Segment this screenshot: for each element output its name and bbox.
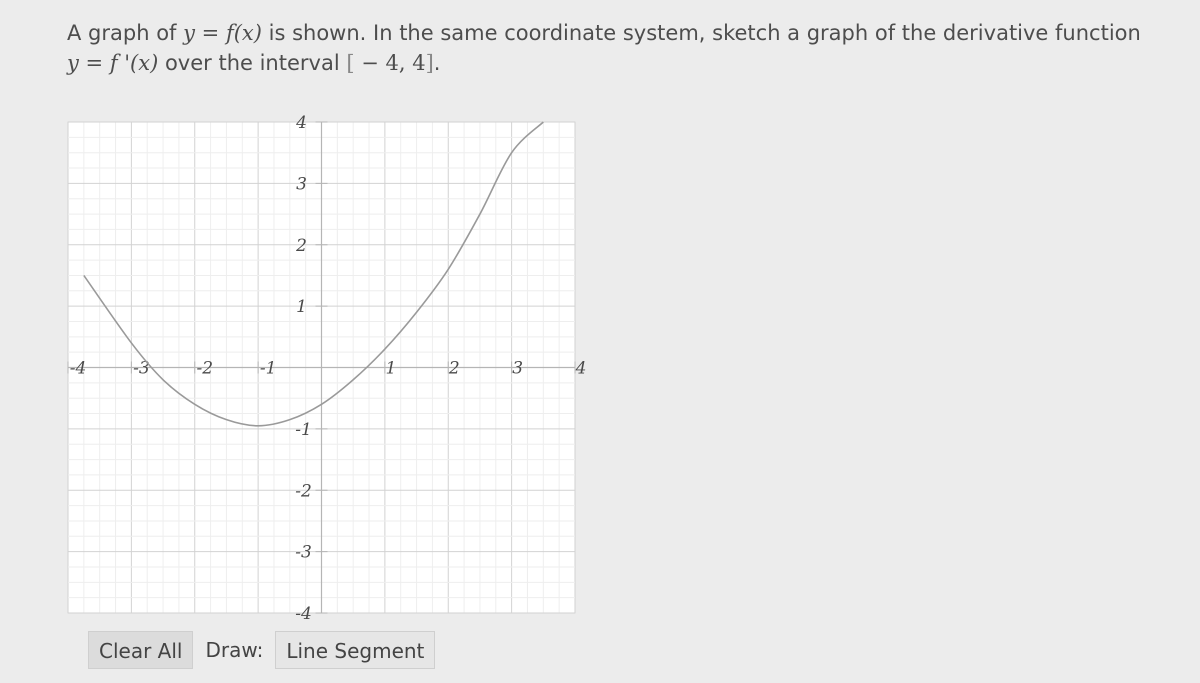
math-fprime-x: f '(x) [109,51,159,75]
interval-left-bracket: [ [346,51,355,75]
x-tick-label: -3 [133,358,150,379]
x-tick-label: 2 [448,358,460,379]
prompt-text: over the interval [158,51,347,75]
prompt-text: is shown. In the same coordinate system, sketch a graph of the derivative function [261,21,1141,45]
x-tick-label: -4 [69,358,87,379]
x-tick-label: -2 [196,358,214,379]
draw-label: Draw: [205,638,264,662]
y-tick-label: -3 [295,542,312,563]
y-tick-label: -1 [295,419,312,440]
math-equals: = [194,21,226,45]
y-tick-label: 4 [296,113,307,133]
interval-right-bracket: ] [425,51,434,75]
interval-values: − 4, 4 [354,51,426,75]
math-fx: f(x) [225,21,262,45]
y-tick-label: 1 [296,297,307,318]
x-tick-label: 4 [575,358,587,379]
clear-all-button[interactable]: Clear All [88,631,193,669]
y-tick-label: 2 [296,235,307,256]
y-tick-label: -4 [295,604,312,624]
drawing-toolbar [88,630,435,670]
x-tick-label: 3 [512,358,524,379]
y-tick-label: 3 [296,174,307,195]
math-y: y [67,51,79,75]
x-tick-label: 1 [385,358,397,379]
prompt-text: . [433,51,441,75]
math-y: y [183,21,195,45]
line-segment-tool-button[interactable]: Line Segment [275,631,435,669]
y-tick-label: -2 [295,481,312,502]
prompt-text: A graph of [67,21,184,45]
x-tick-label: -1 [259,358,277,379]
math-equals: = [78,51,110,75]
